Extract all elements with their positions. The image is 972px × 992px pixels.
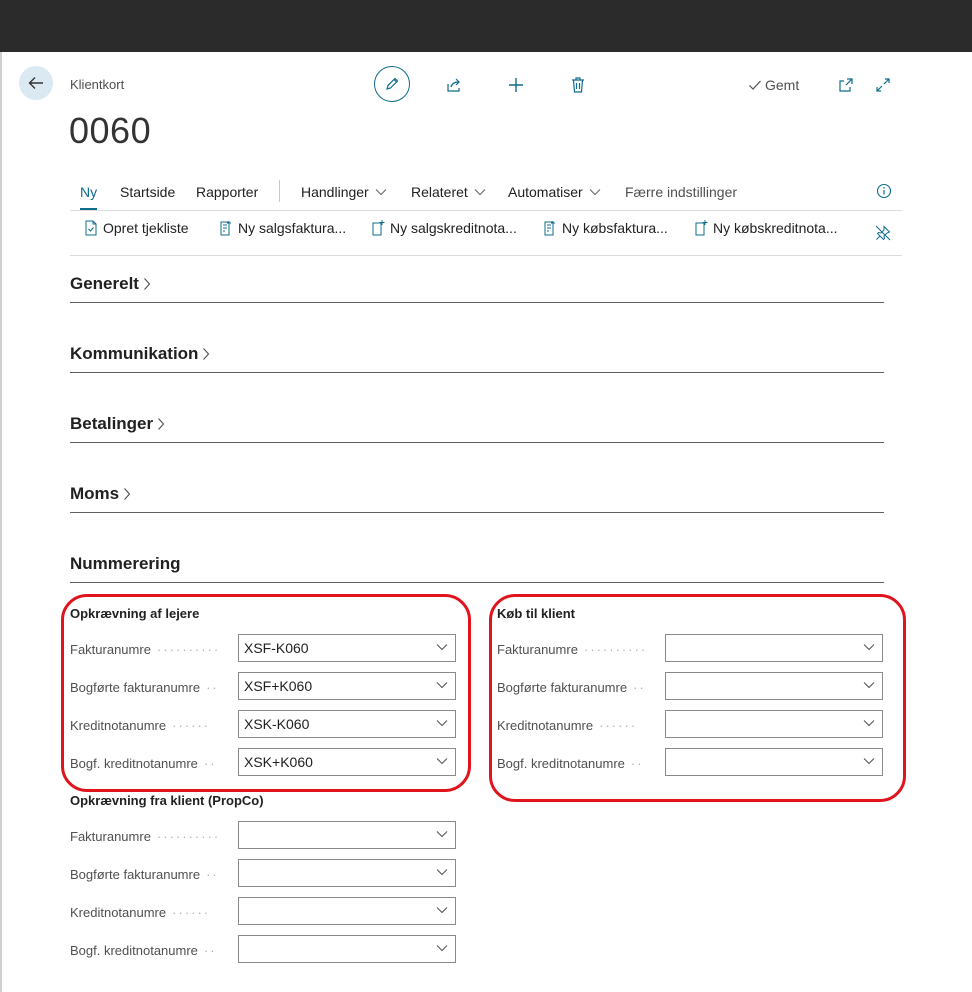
field-label-text: Fakturanumre: [70, 829, 151, 844]
field-label-posted-credit-memo-nos: Bogf. kreditnotanumre ··: [497, 756, 644, 771]
new-sales-invoice-action[interactable]: [219, 220, 346, 236]
field-label-text: Bogf. kreditnotanumre: [497, 756, 625, 771]
field-label-text: Bogf. kreditnotanumre: [70, 943, 198, 958]
field-label-text: Fakturanumre: [497, 642, 578, 657]
field-label-text: Kreditnotanumre: [70, 905, 167, 920]
section-payments: [70, 414, 884, 443]
new-sales-credit-memo-action[interactable]: [371, 220, 517, 236]
action-bar: [70, 178, 902, 210]
tab-actions[interactable]: [301, 178, 387, 206]
field-label-text: Fakturanumre: [70, 642, 151, 657]
expand-button[interactable]: [873, 75, 893, 95]
record-number: 0060: [69, 110, 152, 151]
section-numbering-title: Nummerering: [70, 554, 181, 573]
delete-button[interactable]: [567, 74, 589, 96]
chevron-down-icon: [436, 830, 448, 838]
field-label-text: Kreditnotanumre: [70, 718, 167, 733]
field-label-invoice-nos: Fakturanumre ··········: [497, 642, 648, 657]
trash-icon: [570, 76, 586, 94]
dropdown-value: XSK+K060: [244, 754, 313, 770]
section-payments-header[interactable]: [70, 414, 165, 434]
tab-new-label: Ny: [80, 184, 98, 200]
propco-credit-memo-nos-dropdown[interactable]: [238, 897, 456, 925]
field-label-text: Bogførte fakturanumre: [70, 867, 201, 882]
pencil-icon: [384, 76, 400, 92]
field-label-text: Kreditnotanumre: [497, 718, 594, 733]
field-label-posted-invoice-nos: Bogførte fakturanumre ··: [70, 867, 219, 882]
field-label-credit-memo-nos: Kreditnotanumre ······: [70, 718, 211, 733]
create-checklist-action[interactable]: [84, 220, 189, 236]
dropdown-value: XSF+K060: [244, 678, 313, 694]
plus-icon: [507, 76, 525, 94]
new-purchase-invoice-action[interactable]: [543, 220, 668, 236]
chevron-right-icon: [143, 277, 151, 291]
pin-action-bar-button[interactable]: [874, 224, 892, 242]
tab-reports-label: Rapporter: [196, 184, 259, 200]
tab-home[interactable]: [120, 178, 175, 206]
tab-related[interactable]: [411, 178, 486, 206]
open-new-window-button[interactable]: [836, 75, 856, 95]
new-purchase-invoice-label: Ny købsfaktura...: [562, 220, 668, 236]
tab-home-label: Startside: [120, 184, 176, 200]
tab-fewer-options-label: Færre indstillinger: [625, 184, 738, 200]
section-communication-header[interactable]: [70, 344, 210, 364]
chevron-down-icon: [436, 868, 448, 876]
chevron-right-icon: [157, 417, 165, 431]
section-general: [70, 274, 884, 303]
section-vat-header[interactable]: [70, 484, 131, 504]
section-communication-title: Kommunikation: [70, 344, 199, 363]
tab-reports[interactable]: [196, 178, 258, 206]
share-button[interactable]: [443, 74, 465, 96]
new-purchase-credit-memo-action[interactable]: [694, 220, 838, 236]
section-vat-title: Moms: [70, 484, 120, 503]
tab-fewer-options[interactable]: [625, 178, 737, 206]
chevron-down-icon: [436, 906, 448, 914]
field-label-text: Bogførte fakturanumre: [70, 680, 201, 695]
field-label-credit-memo-nos: Kreditnotanumre ······: [70, 905, 211, 920]
chevron-right-icon: [202, 347, 210, 361]
create-checklist-label: Opret tjekliste: [103, 220, 189, 236]
new-button[interactable]: [505, 74, 527, 96]
section-numbering-header[interactable]: [70, 554, 181, 574]
unpin-icon: [875, 225, 891, 241]
invoice-icon: [543, 220, 557, 236]
back-button[interactable]: [19, 66, 53, 100]
new-sales-invoice-label: Ny salgsfaktura...: [238, 220, 347, 236]
tab-automate-label: Automatiser: [508, 184, 583, 200]
expand-icon: [875, 77, 891, 93]
field-label-credit-memo-nos: Kreditnotanumre ······: [497, 718, 638, 733]
propco-posted-credit-memo-nos-dropdown[interactable]: [238, 935, 456, 963]
field-label-posted-invoice-nos: Bogførte fakturanumre ··: [70, 680, 219, 695]
dropdown-value: XSF-K060: [244, 640, 309, 656]
field-label-posted-invoice-nos: Bogførte fakturanumre ··: [497, 680, 646, 695]
save-status-label: Gemt: [765, 77, 800, 93]
tab-automate[interactable]: [508, 178, 601, 206]
new-sales-credit-memo-label: Ny salgskreditnota...: [390, 220, 517, 236]
section-general-title: Generelt: [70, 274, 139, 293]
tab-related-label: Relateret: [411, 184, 468, 200]
promoted-actions-divider: [70, 255, 902, 256]
document-icon: [84, 220, 98, 236]
action-bar-divider: [70, 210, 902, 211]
field-label-invoice-nos: Fakturanumre ··········: [70, 829, 221, 844]
arrow-left-icon: [27, 74, 45, 92]
tab-actions-label: Handlinger: [301, 184, 369, 200]
field-label-posted-credit-memo-nos: Bogf. kreditnotanumre ··: [70, 756, 217, 771]
group-purchase-for-client-title: Køb til klient: [497, 606, 575, 621]
highlight-box-tenant-billing: [61, 594, 471, 792]
field-label-invoice-nos: Fakturanumre ··········: [70, 642, 221, 657]
field-label-text: Bogf. kreditnotanumre: [70, 756, 198, 771]
credit-memo-icon: [694, 220, 708, 236]
open-in-new-window-icon: [838, 77, 854, 93]
group-tenant-billing-title: Opkrævning af lejere: [70, 606, 200, 621]
invoice-icon: [219, 220, 233, 236]
share-icon: [445, 76, 463, 94]
action-bar-separator: [279, 180, 280, 202]
section-communication: [70, 344, 884, 373]
field-label-posted-credit-memo-nos: Bogf. kreditnotanumre ··: [70, 943, 217, 958]
checkmark-icon: [748, 78, 762, 92]
dropdown-value: XSK-K060: [244, 716, 310, 732]
new-purchase-credit-memo-label: Ny købskreditnota...: [713, 220, 838, 236]
field-label-text: Bogførte fakturanumre: [497, 680, 628, 695]
info-button[interactable]: [874, 181, 894, 201]
edit-button[interactable]: [374, 66, 410, 102]
chevron-down-icon: [589, 188, 601, 196]
chevron-down-icon: [436, 944, 448, 952]
propco-posted-invoice-nos-dropdown[interactable]: [238, 859, 456, 887]
chevron-down-icon: [474, 188, 486, 196]
highlight-box-purchase-for-client: [489, 594, 906, 802]
section-payments-title: Betalinger: [70, 414, 154, 433]
browser-top-bar: [0, 0, 972, 53]
propco-invoice-nos-dropdown[interactable]: [238, 821, 456, 849]
credit-memo-icon: [371, 220, 385, 236]
group-client-propco-title: Opkrævning fra klient (PropCo): [70, 793, 264, 808]
tab-new[interactable]: [80, 178, 97, 206]
section-vat: [70, 484, 884, 513]
chevron-down-icon: [375, 188, 387, 196]
info-icon: [876, 183, 892, 199]
save-status: [748, 77, 799, 93]
section-numbering: [70, 554, 884, 583]
page-caption: Klientkort: [70, 77, 125, 92]
section-general-header[interactable]: [70, 274, 151, 294]
client-card-page: [2, 52, 972, 992]
chevron-right-icon: [123, 487, 131, 501]
